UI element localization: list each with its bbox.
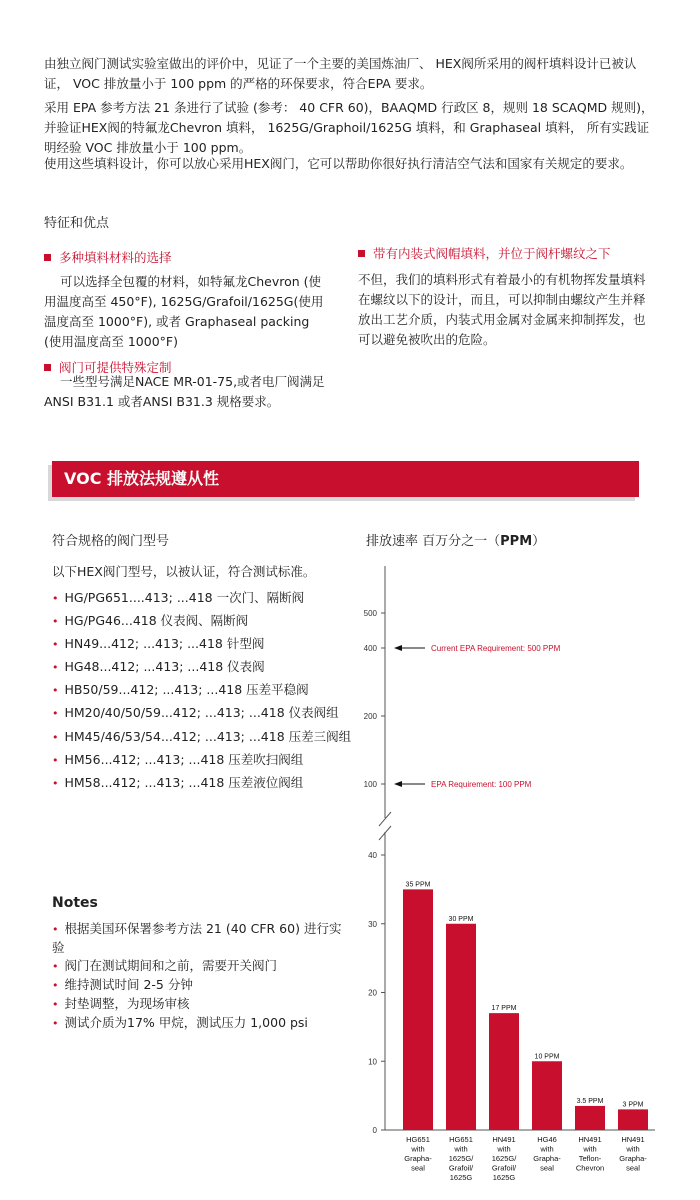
notes-title: Notes [52, 895, 98, 911]
list-item: • 根据美国环保署参考方法 21 (40 CFR 60) 进行实验 [52, 921, 342, 955]
x-tick-label: with [626, 1144, 640, 1154]
bullet-icon: • [52, 979, 59, 992]
bar-value-label: 3.5 PPM [576, 1097, 604, 1105]
bullet-icon: • [52, 923, 59, 936]
list-item: • HM20/40/50/59...412; ...413; ...418 仪表阀组 [52, 705, 339, 721]
x-tick-label: seal [411, 1163, 425, 1173]
bar-value-label: 17 PPM [491, 1005, 517, 1013]
bar [489, 1013, 519, 1130]
intro-paragraph-2: 采用 EPA 参考方法 21 条进行了试验 (参考： 40 CFR 60)，BAAQMD 行政区 8，规则 18 SCAQMD 规则)，并验证HEX阀的特氟龙Chevron 填料， 1625G/Graphoil/1625G 填料，和 Graphaseal 填料， 所有实践证明经验 VOC 排放量小于 100 ppm。 [44, 100, 654, 155]
x-tick-label: HG651 [406, 1135, 430, 1144]
list-item: • HG/PG46...418 仪表阀、隔断阀 [52, 613, 249, 629]
x-tick-label: HN491 [621, 1135, 645, 1144]
x-tick-label: Chevron [575, 1163, 605, 1173]
arrow-head-icon [394, 645, 402, 651]
bullet-icon: • [52, 592, 59, 605]
features-heading: 特征和优点 [44, 216, 110, 231]
bar [532, 1061, 562, 1130]
y-tick-label: 400 [363, 644, 377, 653]
valves-intro: 以下HEX阀门型号，以被认证，符合测试标准。 [52, 564, 316, 579]
bar [618, 1109, 648, 1130]
bar-value-label: 10 PPM [534, 1053, 560, 1061]
reference-label: Current EPA Requirement: 500 PPM [431, 644, 561, 653]
list-item: • HG/PG651....413; ...418 一次门、隔断阀 [52, 590, 305, 605]
bar [575, 1106, 605, 1130]
y-tick-label: 100 [363, 780, 377, 789]
arrow-head-icon [394, 781, 402, 787]
intro-paragraph-3: 使用这些填料设计，你可以放心采用HEX阀门，它可以帮助你很好执行清洁空气法和国家有关规定的要求。 [44, 156, 633, 171]
y-tick-label: 20 [368, 988, 377, 998]
bullet-icon: • [52, 615, 59, 629]
feature-body-2: 一些型号满足NACE MR-01-75,或者电厂阀满足ANSI B31.1 或者ANSI B31.3 规格要求。 [44, 374, 325, 409]
x-tick-label: 1625G [492, 1173, 516, 1182]
x-tick-label: Grafoil/ [448, 1163, 474, 1173]
x-tick-label: with [497, 1144, 511, 1154]
x-tick-label: HG46 [537, 1135, 557, 1144]
y-tick-label: 40 [368, 851, 377, 860]
x-tick-label: seal [626, 1163, 640, 1173]
x-tick-label: 1625G [449, 1173, 473, 1182]
y-tick-label: 500 [363, 609, 377, 618]
bar-value-label: 30 PPM [448, 915, 474, 923]
list-item: • HM58...412; ...413; ...418 压差液位阀组 [52, 774, 304, 790]
intro-paragraph-1: 由独立阀门测试实验室做出的评价中，见证了一个主要的美国炼油厂、 HEX阀所采用的阀杆填料设计已被认证， VOC 排放量小于 100 ppm 的严格的环保要求，符合EPA 要求。 [44, 56, 637, 91]
bullet-icon: • [52, 661, 59, 675]
chart-title: 排放速率 百万分之一（PPM） [366, 534, 546, 549]
y-tick-label: 10 [368, 1057, 377, 1067]
x-tick-label: seal [540, 1163, 554, 1173]
bar-value-label: 35 PPM [405, 881, 431, 889]
y-tick-label: 0 [372, 1126, 377, 1135]
reference-label: EPA Requirement: 100 PPM [431, 780, 532, 789]
section-banner: VOC 排放法规遵从性 [52, 461, 639, 497]
feature-body-3: 不但，我们的填料形式有着最小的有机物挥发量填料在螺纹以下的设计，而且，可以抑制由螺纹产生并释放出工艺介质，内装式用金属对金属来抑制挥发，也可以避免被吹出的危险。 [358, 272, 646, 347]
list-item: • 维持测试时间 2-5 分钟 [52, 977, 193, 992]
list-item: • HN49...412; ...413; ...418 针型阀 [52, 636, 265, 652]
y-tick-label: 200 [363, 712, 377, 721]
x-tick-label: with [454, 1144, 468, 1154]
x-tick-label: with [411, 1144, 425, 1154]
bar [446, 924, 476, 1130]
x-tick-label: Grapha- [404, 1154, 432, 1163]
list-item: • HM45/46/53/54...412; ...413; ...418 压差三阀组 [52, 728, 352, 744]
x-tick-label: with [583, 1144, 597, 1154]
bullet-icon: • [52, 998, 59, 1011]
list-item: • 封垫调整，为现场审核 [52, 996, 190, 1011]
bullet-icon: • [52, 638, 59, 652]
bullet-icon: • [52, 730, 59, 744]
list-item: • 阀门在测试期间和之前，需要开关阀门 [52, 958, 278, 973]
bar-value-label: 3 PPM [622, 1101, 644, 1109]
list-item: • HB50/59...412; ...413; ...418 压差平稳阀 [52, 682, 309, 698]
x-tick-label: Grafoil/ [491, 1163, 517, 1173]
feature-title-3: 带有内装式阀帽填料，并位于阀杆螺纹之下 [358, 244, 611, 262]
bullet-icon: • [52, 753, 59, 767]
x-tick-label: HN491 [578, 1135, 602, 1144]
x-tick-label: with [540, 1144, 554, 1154]
bullet-icon: • [52, 776, 59, 790]
x-tick-label: Teflon- [578, 1154, 602, 1163]
x-tick-label: 1625G/ [448, 1154, 474, 1163]
bar [403, 889, 433, 1130]
feature-body-1: 可以选择全包覆的材料，如特氟龙Chevron (使用温度高至 450°F), 1625G/Grafoil/1625G(使用温度高至 1000°F), 或者 Graphaseal packing (使用温度高至 1000°F) [44, 274, 324, 349]
bullet-icon: • [52, 1017, 59, 1030]
feature-title-1: 多种填料材料的选择 [44, 248, 172, 266]
x-tick-label: Grapha- [533, 1154, 561, 1163]
list-item: • HM56...412; ...413; ...418 压差吹扫阀组 [52, 751, 304, 767]
x-tick-label: 1625G/ [491, 1154, 517, 1163]
list-item: • 测试介质为17% 甲烷，测试压力 1,000 psi [52, 1015, 308, 1030]
x-tick-label: HG651 [449, 1135, 473, 1144]
y-tick-label: 30 [368, 919, 377, 929]
x-tick-label: Grapha- [619, 1154, 647, 1163]
x-tick-label: HN491 [492, 1135, 516, 1144]
feature-title-2: 阀门可提供特殊定制 [44, 358, 172, 376]
bullet-icon: • [52, 960, 59, 973]
bullet-icon: • [52, 684, 59, 698]
valves-title: 符合规格的阀门型号 [52, 534, 170, 549]
bullet-icon: • [52, 707, 59, 721]
list-item: • HG48...412; ...413; ...418 仪表阀 [52, 659, 265, 675]
